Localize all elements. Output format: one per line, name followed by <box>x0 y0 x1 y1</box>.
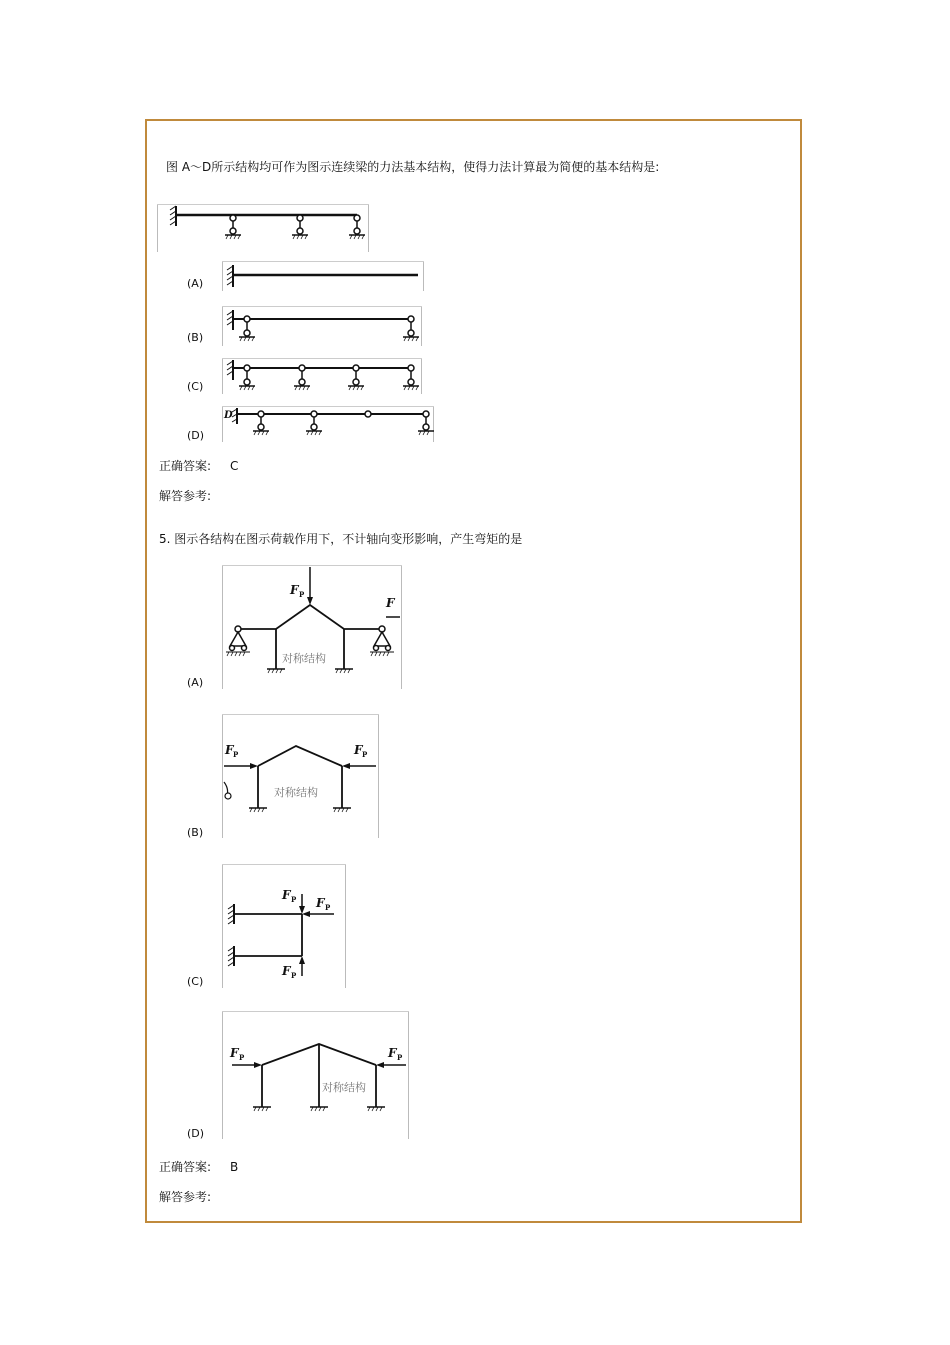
q5-a-force-F: F <box>290 583 299 597</box>
q5-option-d-figure <box>222 1011 409 1139</box>
q5-d-sym-label: 对称结构 <box>322 1081 366 1094</box>
q4-option-d-tag: D <box>224 410 233 421</box>
q4-answer-value: C <box>230 459 239 473</box>
q5-answer-value: B <box>230 1160 239 1174</box>
q4-answer-label: 正确答案: <box>159 459 212 473</box>
q5-option-a-figure <box>222 565 402 689</box>
q5-answer-label: 正确答案: <box>159 1160 212 1174</box>
q5-c-force-F-bottom: F <box>282 964 291 978</box>
q4-main-beam-figure <box>157 204 369 252</box>
q4-option-d-label[interactable]: (D) <box>187 429 205 442</box>
q5-stem: 5. 图示各结构在图示荷载作用下，不计轴向变形影响，产生弯矩的是 <box>159 532 523 546</box>
q4-option-a-figure <box>222 261 424 291</box>
q5-option-a-label[interactable]: (A) <box>187 676 204 689</box>
q5-b-force-F-right: F <box>354 743 363 757</box>
q5-option-b-figure <box>222 714 379 838</box>
q5-b-sym-label: 对称结构 <box>274 786 318 799</box>
q4-option-b-figure <box>222 306 422 346</box>
q5-d-force-F-left: F <box>230 1046 239 1060</box>
q4-option-c-figure <box>222 358 422 394</box>
q5-b-force-sub-right: P <box>362 750 368 759</box>
q5-b-force-sub-left: P <box>233 750 239 759</box>
q5-c-force-sub-bottom: P <box>291 971 297 980</box>
q5-option-c-label[interactable]: (C) <box>187 975 204 988</box>
q5-a-force-F2: F <box>386 596 395 610</box>
q5-c-force-sub-right: P <box>325 903 331 912</box>
q5-c-force-sub-top: P <box>291 895 297 904</box>
q4-option-a-label[interactable]: (A) <box>187 277 204 290</box>
q5-d-force-F-right: F <box>388 1046 397 1060</box>
q5-option-c-figure <box>222 864 346 988</box>
q4-stem: 图 A～D所示结构均可作为图示连续梁的力法基本结构，使得力法计算最为简便的基本结构是: <box>166 160 660 174</box>
q5-option-d-label[interactable]: (D) <box>187 1127 205 1140</box>
q4-explain-label: 解答参考: <box>159 489 212 503</box>
q4-option-d-figure <box>222 406 434 442</box>
q5-c-force-F-top: F <box>282 888 291 902</box>
q5-b-force-F-left: F <box>225 743 234 757</box>
q5-c-force-F-right: F <box>316 896 325 910</box>
q5-a-force-sub: P <box>299 590 305 599</box>
q5-a-sym-label: 对称结构 <box>282 652 326 665</box>
q5-option-b-label[interactable]: (B) <box>187 826 204 839</box>
q4-option-b-label[interactable]: (B) <box>187 331 204 344</box>
q5-d-force-sub-left: P <box>239 1053 245 1062</box>
q4-option-c-label[interactable]: (C) <box>187 380 204 393</box>
q5-d-force-sub-right: P <box>397 1053 403 1062</box>
q5-explain-label: 解答参考: <box>159 1190 212 1204</box>
